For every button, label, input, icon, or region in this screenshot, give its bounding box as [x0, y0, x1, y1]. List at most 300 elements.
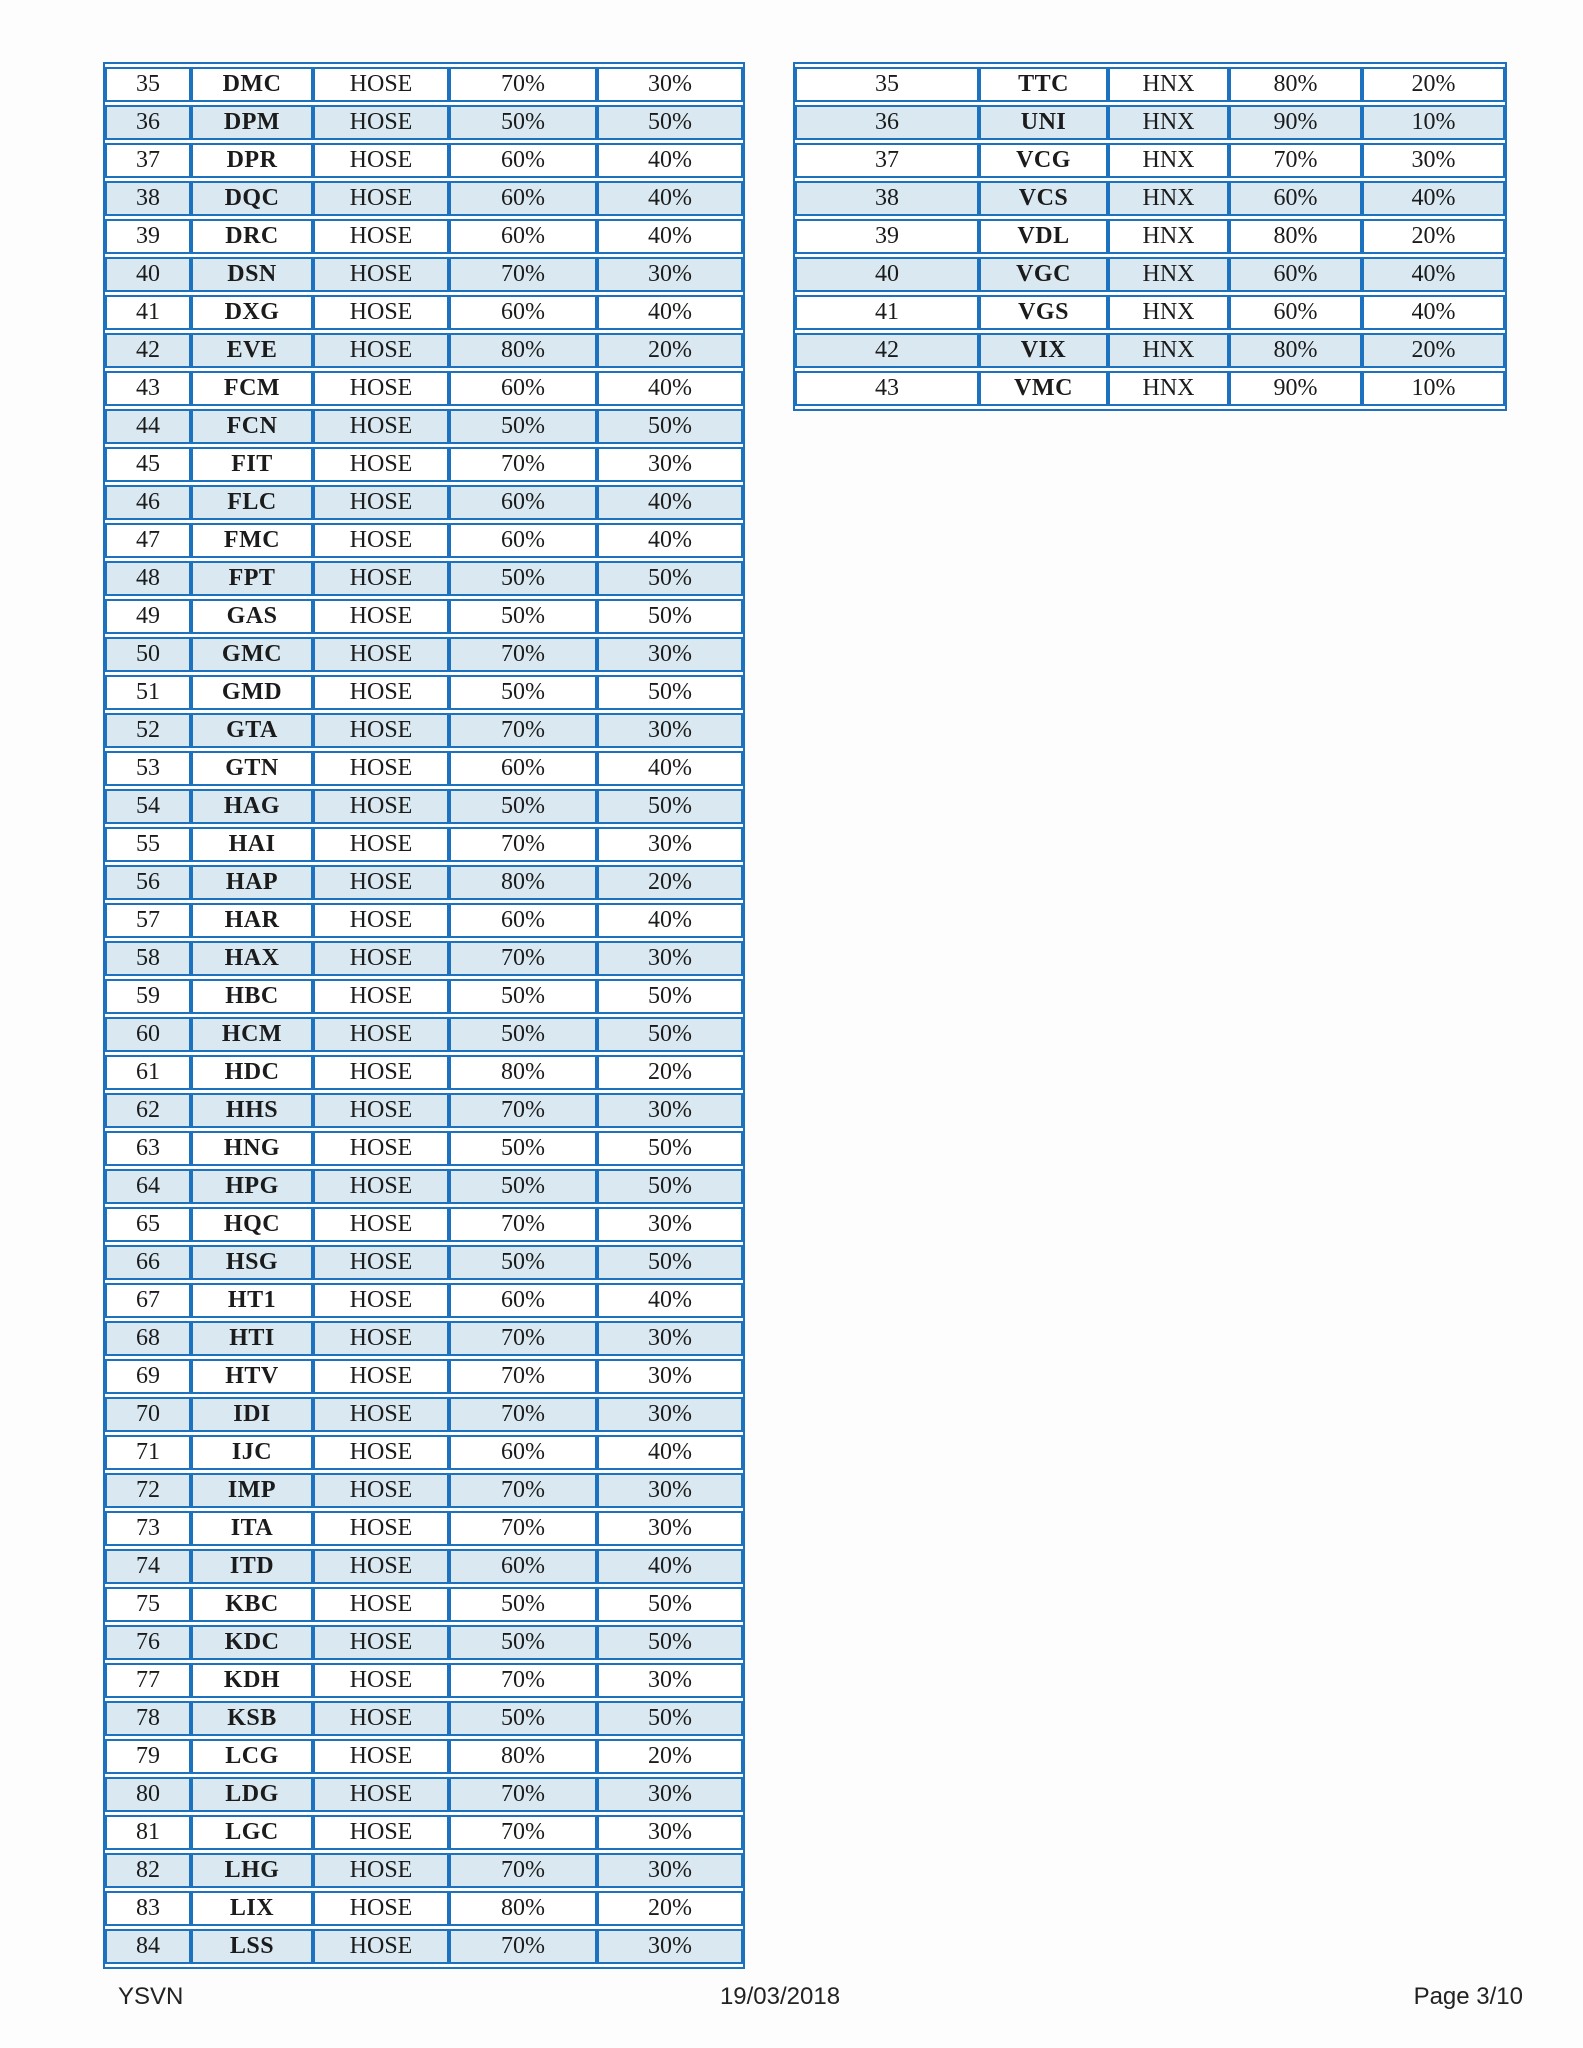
ticker-cell: HBC: [191, 979, 313, 1014]
ratio-a-cell: 70%: [449, 1397, 597, 1432]
exchange-cell: HOSE: [313, 67, 449, 102]
ratio-a-cell: 60%: [1229, 295, 1362, 330]
ratio-a-cell: 70%: [449, 1321, 597, 1356]
ticker-cell: VDL: [979, 219, 1108, 254]
ratio-a-cell: 60%: [449, 143, 597, 178]
table-row: [795, 295, 1505, 330]
exchange-cell: HOSE: [313, 485, 449, 520]
ratio-b-cell: 40%: [1362, 295, 1505, 330]
row-number-cell: 52: [105, 713, 191, 748]
exchange-cell: HOSE: [313, 751, 449, 786]
row-number-cell: 79: [105, 1739, 191, 1774]
table-row: [795, 371, 1505, 406]
table-row: [105, 143, 743, 178]
exchange-cell: HOSE: [313, 143, 449, 178]
ratio-b-cell: 40%: [597, 751, 743, 786]
ratio-b-cell: 40%: [597, 903, 743, 938]
row-number-cell: 78: [105, 1701, 191, 1736]
row-number-cell: 84: [105, 1929, 191, 1964]
exchange-cell: HOSE: [313, 1169, 449, 1204]
exchange-cell: HOSE: [313, 1891, 449, 1926]
ratio-b-cell: 40%: [597, 485, 743, 520]
row-number-cell: 43: [795, 371, 979, 406]
row-number-cell: 40: [795, 257, 979, 292]
exchange-cell: HNX: [1108, 181, 1229, 216]
ratio-b-cell: 40%: [597, 1435, 743, 1470]
ratio-b-cell: 50%: [597, 1131, 743, 1166]
ratio-a-cell: 50%: [449, 409, 597, 444]
ticker-cell: HAP: [191, 865, 313, 900]
ratio-b-cell: 30%: [597, 1207, 743, 1242]
ratio-a-cell: 70%: [1229, 143, 1362, 178]
ratio-a-cell: 70%: [449, 637, 597, 672]
ratio-a-cell: 70%: [449, 1777, 597, 1812]
ratio-a-cell: 50%: [449, 1701, 597, 1736]
row-number-cell: 55: [105, 827, 191, 862]
ratio-a-cell: 70%: [449, 1511, 597, 1546]
table-row: [105, 295, 743, 330]
ratio-a-cell: 50%: [449, 789, 597, 824]
hnx-table-body: [795, 67, 1505, 406]
ratio-a-cell: 70%: [449, 1207, 597, 1242]
table-row: [105, 1549, 743, 1584]
exchange-cell: HOSE: [313, 1739, 449, 1774]
ratio-a-cell: 50%: [449, 561, 597, 596]
ratio-b-cell: 30%: [597, 713, 743, 748]
ratio-a-cell: 50%: [449, 105, 597, 140]
ticker-cell: HNG: [191, 1131, 313, 1166]
table-row: [105, 447, 743, 482]
exchange-cell: HNX: [1108, 295, 1229, 330]
row-number-cell: 50: [105, 637, 191, 672]
ratio-a-cell: 60%: [449, 1435, 597, 1470]
ratio-a-cell: 60%: [449, 751, 597, 786]
exchange-cell: HOSE: [313, 1131, 449, 1166]
exchange-cell: HOSE: [313, 599, 449, 634]
ticker-cell: GTN: [191, 751, 313, 786]
exchange-cell: HOSE: [313, 1663, 449, 1698]
row-number-cell: 42: [105, 333, 191, 368]
ratio-a-cell: 60%: [449, 485, 597, 520]
row-number-cell: 69: [105, 1359, 191, 1394]
table-row: [105, 1587, 743, 1622]
ratio-a-cell: 80%: [449, 333, 597, 368]
table-row: [105, 1929, 743, 1964]
ticker-cell: FCM: [191, 371, 313, 406]
ticker-cell: DXG: [191, 295, 313, 330]
ticker-cell: HHS: [191, 1093, 313, 1128]
exchange-cell: HOSE: [313, 1435, 449, 1470]
table-row: [795, 105, 1505, 140]
ticker-cell: IMP: [191, 1473, 313, 1508]
exchange-cell: HOSE: [313, 1283, 449, 1318]
row-number-cell: 35: [795, 67, 979, 102]
ticker-cell: VGC: [979, 257, 1108, 292]
row-number-cell: 83: [105, 1891, 191, 1926]
ratio-a-cell: 50%: [449, 1245, 597, 1280]
ratio-b-cell: 20%: [1362, 67, 1505, 102]
ticker-cell: DRC: [191, 219, 313, 254]
ratio-a-cell: 60%: [449, 903, 597, 938]
ratio-b-cell: 40%: [597, 143, 743, 178]
ratio-b-cell: 30%: [597, 827, 743, 862]
ratio-a-cell: 70%: [449, 1853, 597, 1888]
row-number-cell: 48: [105, 561, 191, 596]
row-number-cell: 54: [105, 789, 191, 824]
ratio-a-cell: 70%: [449, 257, 597, 292]
row-number-cell: 35: [105, 67, 191, 102]
row-number-cell: 61: [105, 1055, 191, 1090]
table-row: [795, 219, 1505, 254]
table-row: [105, 333, 743, 368]
table-row: [105, 1815, 743, 1850]
ticker-cell: ITA: [191, 1511, 313, 1546]
ratio-b-cell: 40%: [597, 181, 743, 216]
row-number-cell: 38: [795, 181, 979, 216]
ticker-cell: UNI: [979, 105, 1108, 140]
exchange-cell: HOSE: [313, 827, 449, 862]
table-row: [795, 333, 1505, 368]
row-number-cell: 80: [105, 1777, 191, 1812]
exchange-cell: HOSE: [313, 1815, 449, 1850]
exchange-cell: HOSE: [313, 105, 449, 140]
ratio-b-cell: 40%: [1362, 257, 1505, 292]
table-row: [105, 903, 743, 938]
ticker-cell: HAG: [191, 789, 313, 824]
ticker-cell: FLC: [191, 485, 313, 520]
ratio-a-cell: 50%: [449, 1625, 597, 1660]
ratio-b-cell: 30%: [597, 1929, 743, 1964]
exchange-cell: HNX: [1108, 371, 1229, 406]
ticker-cell: LHG: [191, 1853, 313, 1888]
table-row: [105, 1207, 743, 1242]
row-number-cell: 45: [105, 447, 191, 482]
row-number-cell: 73: [105, 1511, 191, 1546]
ratio-a-cell: 50%: [449, 1017, 597, 1052]
ratio-b-cell: 40%: [597, 523, 743, 558]
row-number-cell: 64: [105, 1169, 191, 1204]
table-row: [105, 1055, 743, 1090]
exchange-cell: HOSE: [313, 675, 449, 710]
ratio-a-cell: 90%: [1229, 105, 1362, 140]
ticker-cell: LDG: [191, 1777, 313, 1812]
row-number-cell: 59: [105, 979, 191, 1014]
ticker-cell: DSN: [191, 257, 313, 292]
row-number-cell: 40: [105, 257, 191, 292]
ratio-a-cell: 80%: [1229, 67, 1362, 102]
table-row: [105, 409, 743, 444]
ticker-cell: KDH: [191, 1663, 313, 1698]
row-number-cell: 74: [105, 1549, 191, 1584]
table-row: [105, 67, 743, 102]
table-row: [105, 599, 743, 634]
row-number-cell: 75: [105, 1587, 191, 1622]
hnx-table: [793, 62, 1507, 411]
ticker-cell: DQC: [191, 181, 313, 216]
ratio-b-cell: 30%: [597, 447, 743, 482]
ticker-cell: EVE: [191, 333, 313, 368]
ratio-b-cell: 20%: [597, 1891, 743, 1926]
exchange-cell: HOSE: [313, 447, 449, 482]
hose-table-body: [105, 67, 743, 1964]
table-row: [105, 561, 743, 596]
ratio-b-cell: 10%: [1362, 371, 1505, 406]
ratio-b-cell: 20%: [597, 1739, 743, 1774]
ticker-cell: KSB: [191, 1701, 313, 1736]
ratio-b-cell: 30%: [597, 1777, 743, 1812]
row-number-cell: 44: [105, 409, 191, 444]
exchange-cell: HOSE: [313, 1587, 449, 1622]
ratio-a-cell: 80%: [1229, 219, 1362, 254]
exchange-cell: HOSE: [313, 1473, 449, 1508]
exchange-cell: HNX: [1108, 67, 1229, 102]
table-row: [105, 1435, 743, 1470]
table-row: [105, 485, 743, 520]
exchange-cell: HNX: [1108, 257, 1229, 292]
ratio-a-cell: 60%: [449, 295, 597, 330]
exchange-cell: HNX: [1108, 219, 1229, 254]
ratio-a-cell: 50%: [449, 979, 597, 1014]
ratio-a-cell: 50%: [449, 1169, 597, 1204]
table-row: [105, 713, 743, 748]
ratio-b-cell: 30%: [597, 1093, 743, 1128]
ticker-cell: HTI: [191, 1321, 313, 1356]
table-row: [795, 181, 1505, 216]
table-row: [105, 371, 743, 406]
exchange-cell: HOSE: [313, 409, 449, 444]
ratio-b-cell: 50%: [597, 1245, 743, 1280]
ticker-cell: LIX: [191, 1891, 313, 1926]
ratio-b-cell: 50%: [597, 1625, 743, 1660]
ratio-a-cell: 70%: [449, 1359, 597, 1394]
ratio-a-cell: 80%: [449, 865, 597, 900]
ratio-b-cell: 50%: [597, 675, 743, 710]
exchange-cell: HOSE: [313, 1093, 449, 1128]
exchange-cell: HOSE: [313, 713, 449, 748]
ratio-a-cell: 60%: [449, 1283, 597, 1318]
table-row: [795, 257, 1505, 292]
exchange-cell: HOSE: [313, 979, 449, 1014]
row-number-cell: 76: [105, 1625, 191, 1660]
row-number-cell: 53: [105, 751, 191, 786]
ratio-a-cell: 80%: [449, 1891, 597, 1926]
ticker-cell: FIT: [191, 447, 313, 482]
ticker-cell: FCN: [191, 409, 313, 444]
row-number-cell: 66: [105, 1245, 191, 1280]
ticker-cell: HAI: [191, 827, 313, 862]
ticker-cell: HCM: [191, 1017, 313, 1052]
table-row: [105, 1853, 743, 1888]
row-number-cell: 82: [105, 1853, 191, 1888]
exchange-cell: HOSE: [313, 941, 449, 976]
table-row: [105, 1397, 743, 1432]
ratio-b-cell: 30%: [1362, 143, 1505, 178]
row-number-cell: 47: [105, 523, 191, 558]
ratio-a-cell: 70%: [449, 1093, 597, 1128]
row-number-cell: 43: [105, 371, 191, 406]
exchange-cell: HOSE: [313, 1245, 449, 1280]
row-number-cell: 46: [105, 485, 191, 520]
ratio-b-cell: 30%: [597, 941, 743, 976]
ratio-b-cell: 30%: [597, 257, 743, 292]
page-footer: [0, 1983, 1583, 2023]
exchange-cell: HOSE: [313, 1853, 449, 1888]
row-number-cell: 41: [105, 295, 191, 330]
row-number-cell: 57: [105, 903, 191, 938]
ratio-b-cell: 20%: [597, 333, 743, 368]
ratio-a-cell: 60%: [1229, 257, 1362, 292]
row-number-cell: 72: [105, 1473, 191, 1508]
ratio-b-cell: 50%: [597, 1587, 743, 1622]
ratio-b-cell: 40%: [597, 219, 743, 254]
row-number-cell: 62: [105, 1093, 191, 1128]
row-number-cell: 39: [105, 219, 191, 254]
footer-brand: YSVN: [118, 1983, 184, 2010]
ticker-cell: DMC: [191, 67, 313, 102]
table-row: [795, 143, 1505, 178]
hose-table: [103, 62, 745, 1969]
table-row: [105, 1625, 743, 1660]
table-row: [105, 1701, 743, 1736]
ticker-cell: LSS: [191, 1929, 313, 1964]
exchange-cell: HNX: [1108, 105, 1229, 140]
table-row: [105, 523, 743, 558]
table-row: [105, 1093, 743, 1128]
ratio-a-cell: 70%: [449, 1473, 597, 1508]
ticker-cell: GTA: [191, 713, 313, 748]
row-number-cell: 36: [795, 105, 979, 140]
ratio-a-cell: 70%: [449, 713, 597, 748]
row-number-cell: 37: [795, 143, 979, 178]
exchange-cell: HOSE: [313, 1207, 449, 1242]
table-row: [105, 219, 743, 254]
ratio-b-cell: 40%: [1362, 181, 1505, 216]
exchange-cell: HOSE: [313, 1017, 449, 1052]
table-row: [105, 827, 743, 862]
ticker-cell: FMC: [191, 523, 313, 558]
ratio-b-cell: 30%: [597, 1359, 743, 1394]
row-number-cell: 81: [105, 1815, 191, 1850]
table-row: [105, 1777, 743, 1812]
exchange-cell: HOSE: [313, 1777, 449, 1812]
row-number-cell: 67: [105, 1283, 191, 1318]
ratio-b-cell: 40%: [597, 1283, 743, 1318]
table-row: [105, 979, 743, 1014]
ratio-a-cell: 70%: [449, 1929, 597, 1964]
table-row: [105, 1473, 743, 1508]
ratio-b-cell: 30%: [597, 1397, 743, 1432]
row-number-cell: 70: [105, 1397, 191, 1432]
ratio-a-cell: 60%: [449, 219, 597, 254]
ticker-cell: DPR: [191, 143, 313, 178]
row-number-cell: 63: [105, 1131, 191, 1166]
ratio-b-cell: 50%: [597, 979, 743, 1014]
ticker-cell: LCG: [191, 1739, 313, 1774]
ratio-a-cell: 60%: [449, 523, 597, 558]
table-row: [105, 1739, 743, 1774]
ratio-a-cell: 60%: [449, 181, 597, 216]
row-number-cell: 68: [105, 1321, 191, 1356]
ticker-cell: ITD: [191, 1549, 313, 1584]
ratio-a-cell: 70%: [449, 1815, 597, 1850]
ticker-cell: HSG: [191, 1245, 313, 1280]
ratio-b-cell: 30%: [597, 1815, 743, 1850]
row-number-cell: 77: [105, 1663, 191, 1698]
ratio-a-cell: 50%: [449, 675, 597, 710]
ticker-cell: HAX: [191, 941, 313, 976]
ratio-b-cell: 30%: [597, 1473, 743, 1508]
ratio-b-cell: 50%: [597, 599, 743, 634]
ticker-cell: LGC: [191, 1815, 313, 1850]
ticker-cell: HDC: [191, 1055, 313, 1090]
exchange-cell: HOSE: [313, 523, 449, 558]
ratio-b-cell: 20%: [1362, 333, 1505, 368]
row-number-cell: 71: [105, 1435, 191, 1470]
ticker-cell: TTC: [979, 67, 1108, 102]
exchange-cell: HOSE: [313, 1511, 449, 1546]
ratio-b-cell: 50%: [597, 105, 743, 140]
row-number-cell: 42: [795, 333, 979, 368]
exchange-cell: HOSE: [313, 561, 449, 596]
ratio-a-cell: 50%: [449, 1131, 597, 1166]
ticker-cell: VMC: [979, 371, 1108, 406]
exchange-cell: HOSE: [313, 1929, 449, 1964]
table-row: [105, 1131, 743, 1166]
ratio-a-cell: 70%: [449, 827, 597, 862]
table-row: [105, 257, 743, 292]
row-number-cell: 39: [795, 219, 979, 254]
exchange-cell: HOSE: [313, 219, 449, 254]
table-row: [795, 67, 1505, 102]
ratio-b-cell: 40%: [597, 295, 743, 330]
exchange-cell: HOSE: [313, 1625, 449, 1660]
ratio-b-cell: 50%: [597, 1017, 743, 1052]
ratio-b-cell: 10%: [1362, 105, 1505, 140]
row-number-cell: 51: [105, 675, 191, 710]
ratio-b-cell: 30%: [597, 637, 743, 672]
ratio-b-cell: 50%: [597, 1169, 743, 1204]
exchange-cell: HOSE: [313, 1359, 449, 1394]
row-number-cell: 56: [105, 865, 191, 900]
table-row: [105, 865, 743, 900]
ratio-a-cell: 70%: [449, 67, 597, 102]
exchange-cell: HOSE: [313, 865, 449, 900]
table-row: [105, 181, 743, 216]
ticker-cell: HT1: [191, 1283, 313, 1318]
ticker-cell: DPM: [191, 105, 313, 140]
ticker-cell: VCG: [979, 143, 1108, 178]
table-row: [105, 1663, 743, 1698]
table-row: [105, 637, 743, 672]
row-number-cell: 37: [105, 143, 191, 178]
ratio-b-cell: 30%: [597, 1321, 743, 1356]
row-number-cell: 38: [105, 181, 191, 216]
ticker-cell: HPG: [191, 1169, 313, 1204]
exchange-cell: HOSE: [313, 295, 449, 330]
row-number-cell: 49: [105, 599, 191, 634]
ratio-b-cell: 30%: [597, 1853, 743, 1888]
ticker-cell: VIX: [979, 333, 1108, 368]
ratio-a-cell: 70%: [449, 1663, 597, 1698]
ratio-a-cell: 80%: [1229, 333, 1362, 368]
ticker-cell: GMC: [191, 637, 313, 672]
exchange-cell: HOSE: [313, 903, 449, 938]
ratio-a-cell: 70%: [449, 941, 597, 976]
row-number-cell: 58: [105, 941, 191, 976]
ratio-a-cell: 50%: [449, 1587, 597, 1622]
row-number-cell: 36: [105, 105, 191, 140]
ratio-b-cell: 50%: [597, 789, 743, 824]
